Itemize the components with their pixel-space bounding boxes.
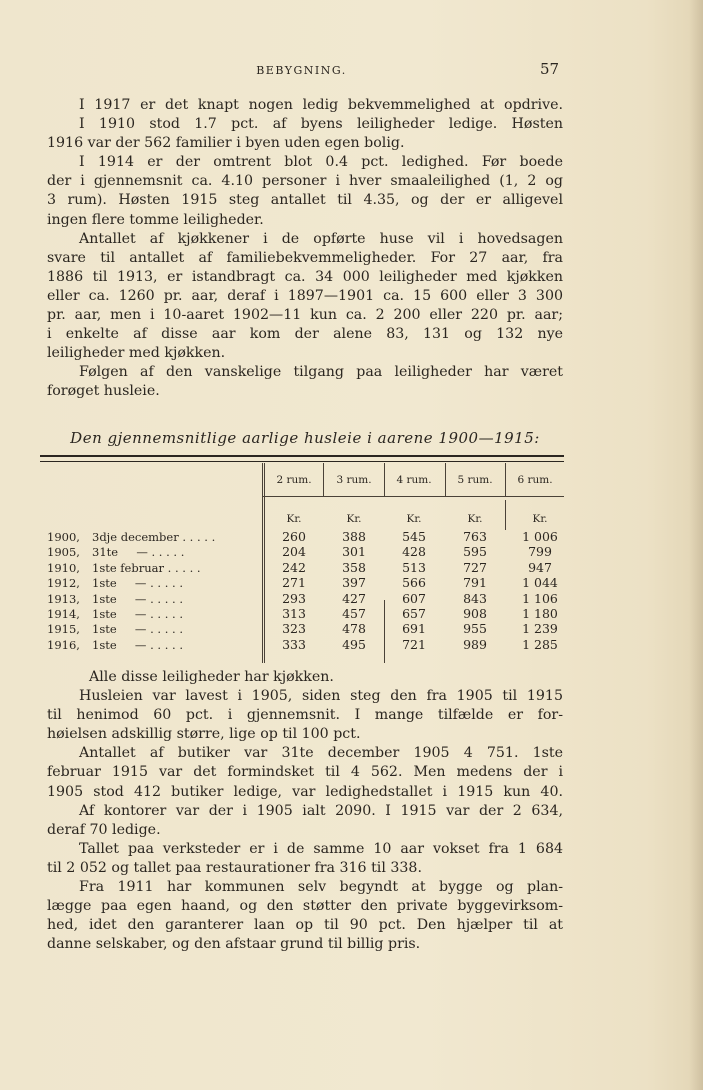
table-row-label — [47, 561, 262, 575]
text-line: Husleien var lavest i 1905, siden steg den fra 1905 til 1915 — [79, 688, 563, 705]
text-line: deraf 70 ledige. — [47, 821, 161, 838]
text-line: Fra 1911 har kommunen selv begyndt at bygge og plan- — [79, 879, 563, 896]
table-row-label — [47, 607, 262, 621]
table-cell: 545 — [402, 529, 426, 544]
text-line: i enkelte af disse aar kom der alene 83, 131 og 132 nye — [47, 326, 563, 343]
text-line: til henimod 60 pct. i gjennemsnit. I mange tilfælde er for- — [47, 707, 563, 724]
text-line: eller ca. 1260 pr. aar, deraf i 1897—1901 ca. 15 600 eller 3 300 — [47, 287, 563, 304]
table-cell: 457 — [342, 606, 366, 621]
text-line: 1905 stod 412 butiker ledige, var ledighedstallet i 1915 kun 40. — [47, 783, 563, 800]
page-edge-shadow — [689, 0, 703, 1090]
table-cell: 691 — [402, 621, 426, 637]
table-cell: 204 — [282, 544, 306, 560]
column-header-4-rum: 4 rum. — [396, 474, 432, 486]
table-row-label — [47, 592, 262, 606]
text-line: pr. aar, men i 10-aaret 1902—11 kun ca. 2 200 eller 220 pr. aar; — [47, 307, 563, 324]
row-date: 1ste — — [92, 591, 147, 606]
text-line: Alle disse leiligheder har kjøkken. — [89, 669, 334, 685]
text-line: der i gjennemsnit ca. 4.10 personer i hver smaaleilighed (1, 2 og — [47, 173, 563, 190]
row-leader-dots: . . . . . — [146, 607, 183, 621]
text-line: lægge paa egen haand, og den støtter den private byggevirksom- — [47, 898, 563, 915]
table-cell: 358 — [342, 559, 366, 575]
text-line: 1916 var der 562 familier i byen uden egen bolig. — [47, 135, 405, 152]
row-date: 1ste — — [92, 607, 147, 621]
text-block-1 — [47, 96, 563, 402]
row-year: 1912, — [47, 576, 80, 591]
text-line: I 1914 er der omtrent blot 0.4 pct. ledighed. Før boede — [79, 154, 563, 171]
table-cell: 271 — [282, 575, 306, 591]
table-header-rule — [262, 496, 564, 497]
text-line: Tallet paa verksteder er i de samme 10 aar vokset fra 1 684 — [79, 840, 563, 857]
text-line: Antallet af butiker var 31te december 1905 4 751. 1ste — [79, 745, 563, 762]
text-line: ingen flere tomme leiligheder. — [47, 211, 264, 228]
text-line: I 1917 er det knapt nogen ledig bekvemmelighed at opdrive. — [79, 97, 563, 113]
row-date: 3dje december — [92, 530, 179, 544]
table-column-rule — [505, 500, 506, 530]
table-cell: 947 — [528, 559, 552, 575]
text-line: 3 rum). Høsten 1915 steg antallet til 4.35, og der er alligevel — [47, 192, 563, 209]
table-cell: 1 285 — [522, 636, 558, 652]
unit-label: Kr. — [532, 513, 548, 525]
table-cell: 260 — [282, 529, 306, 544]
row-year: 1916, — [47, 637, 80, 652]
table-cell: 763 — [463, 529, 487, 544]
row-date: 31te — — [92, 545, 148, 560]
table-cell: 791 — [463, 575, 487, 591]
text-line: høielsen adskillig større, lige op til 100 pct. — [47, 726, 361, 743]
table-cell: 1 044 — [522, 575, 558, 591]
row-year: 1905, — [47, 545, 80, 560]
table-cell: 388 — [342, 529, 366, 544]
text-line: 1886 til 1913, er istandbragt ca. 34 000 leiligheder med kjøkken — [47, 268, 563, 285]
table-cell: 799 — [528, 544, 552, 560]
table-row-label — [47, 622, 262, 636]
table-row-label — [47, 530, 262, 544]
row-leader-dots: . . . . . — [178, 530, 216, 544]
page-number: 57 — [540, 60, 560, 78]
text-line: Antallet af kjøkkener i de opførte huse vil i hovedsagen — [79, 230, 563, 247]
unit-label: Kr. — [467, 513, 483, 525]
running-title: BEBYGNING. — [256, 64, 347, 77]
table-cell: 989 — [463, 636, 487, 652]
table-cell: 1 180 — [522, 606, 558, 621]
text-block-2 — [47, 668, 563, 954]
table-cell: 478 — [342, 621, 366, 637]
table-rule-top-thin — [40, 461, 564, 462]
text-line: I 1910 stod 1.7 pct. af byens leiligheder ledige. Høsten — [79, 116, 563, 133]
column-header-3-rum: 3 rum. — [336, 474, 372, 486]
table-cell: 595 — [463, 544, 487, 560]
table-cell: 428 — [402, 544, 426, 560]
table-rule-top — [40, 455, 564, 457]
text-line: danne selskaber, og den afstaar grund til billig pris. — [47, 936, 421, 953]
unit-label: Kr. — [346, 513, 362, 525]
row-date: 1ste — — [92, 622, 147, 637]
column-header-2-rum: 2 rum. — [276, 474, 312, 486]
table-cell: 293 — [282, 590, 306, 606]
table-cell: 1 106 — [522, 590, 558, 606]
table-cell: 955 — [463, 621, 487, 637]
table-cell: 657 — [402, 606, 426, 621]
table-cell: 908 — [463, 606, 487, 621]
table-column-rule — [262, 463, 263, 663]
row-leader-dots: . . . . . — [146, 622, 183, 637]
table-cell: 397 — [342, 575, 366, 591]
row-leader-dots: . . . . . — [147, 545, 185, 560]
row-year: 1900, — [47, 530, 80, 544]
column-header-6-rum: 6 rum. — [517, 474, 553, 486]
table-row-label — [47, 638, 262, 652]
row-date: 1ste — — [92, 576, 147, 591]
row-date: 1ste februar — [92, 560, 164, 575]
text-line: svare til antallet af familiebekvemmeligheder. For 27 aar, fra — [47, 249, 563, 266]
text-line: forøget husleie. — [47, 383, 160, 400]
table-cell: 427 — [342, 590, 366, 606]
table-cell: 566 — [402, 575, 426, 591]
text-line: hed, idet den garanterer laan op til 90 pct. Den hjælper til at — [47, 917, 563, 934]
text-line: Af kontorer var der i 1905 ialt 2090. I 1915 var der 2 634, — [79, 802, 563, 819]
row-leader-dots: . . . . . — [146, 576, 183, 591]
table-cell: 843 — [463, 590, 487, 606]
table-cell: 301 — [342, 544, 366, 560]
text-line: leiligheder med kjøkken. — [47, 345, 226, 362]
table-cell: 727 — [463, 559, 487, 575]
table-cell: 495 — [342, 636, 366, 652]
row-leader-dots: . . . . . — [146, 637, 183, 652]
row-year: 1915, — [47, 622, 80, 637]
unit-label: Kr. — [286, 513, 302, 525]
text-line: Følgen af den vanskelige tilgang paa leiligheder har været — [79, 364, 563, 381]
table-cell: 513 — [402, 559, 426, 575]
text-line: februar 1915 var det formindsket til 4 562. Men medens der i — [47, 764, 563, 781]
table-caption: Den gjennemsnitlige aarlige husleie i aarene 1900—1915: — [70, 429, 540, 447]
table-cell: 1 006 — [522, 529, 558, 544]
table-cell: 333 — [282, 636, 306, 652]
table-cell: 607 — [402, 590, 426, 606]
table-row-label — [47, 545, 262, 559]
row-year: 1913, — [47, 591, 80, 606]
row-year: 1914, — [47, 607, 80, 621]
unit-label: Kr. — [406, 513, 422, 525]
table-row-label — [47, 576, 262, 590]
table-cell: 1 239 — [522, 621, 558, 637]
table-cell: 242 — [282, 559, 306, 575]
table-cell: 313 — [282, 606, 306, 621]
text-line: til 2 052 og tallet paa restaurationer fra 316 til 338. — [47, 859, 422, 876]
row-year: 1910, — [47, 560, 80, 575]
table-cell: 323 — [282, 621, 306, 637]
column-header-5-rum: 5 rum. — [457, 474, 493, 486]
table-cell: 721 — [402, 636, 426, 652]
row-date: 1ste — — [92, 637, 147, 652]
row-leader-dots: . . . . . — [163, 560, 201, 575]
row-leader-dots: . . . . . — [146, 591, 183, 606]
